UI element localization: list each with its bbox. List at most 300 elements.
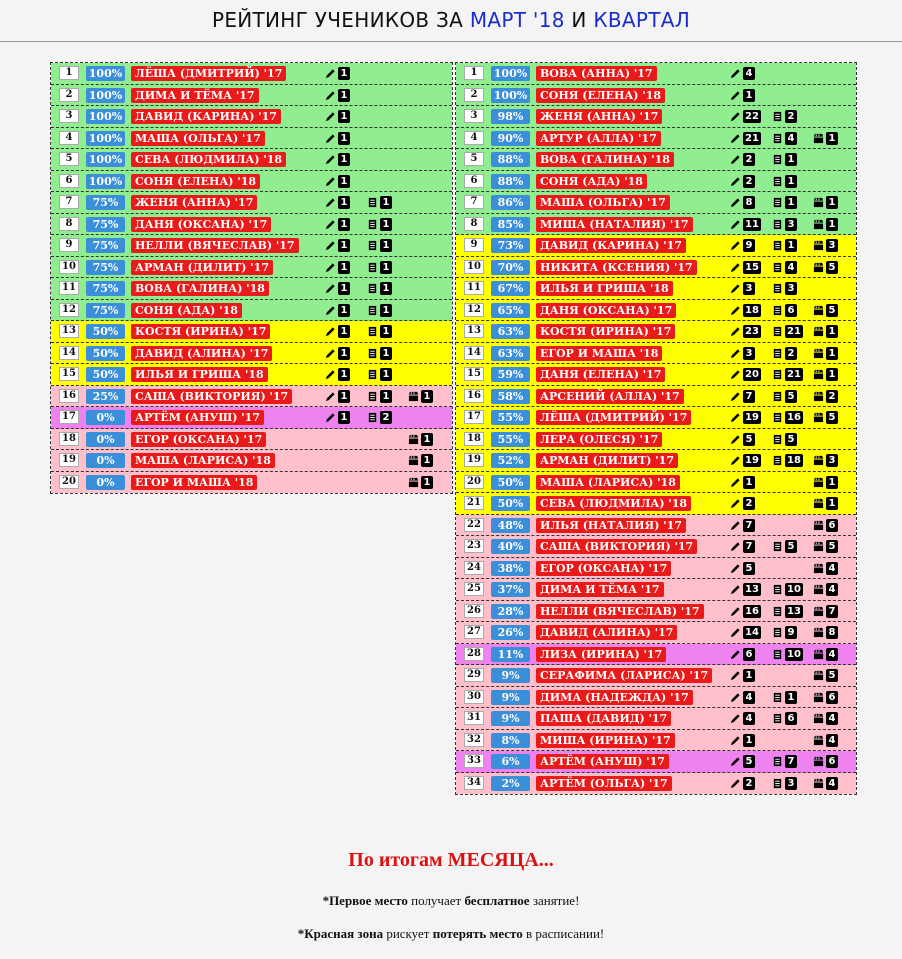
pencil-icon [325, 215, 336, 234]
pencil-count: 1 [338, 390, 350, 403]
book-icon [772, 344, 783, 363]
rank-number: 2 [59, 88, 79, 102]
rank-number: 14 [59, 346, 79, 360]
pencil-stat [325, 260, 350, 275]
book-stat [772, 109, 797, 124]
book-icon [367, 408, 378, 427]
rank-number: 11 [59, 281, 79, 295]
pencil-icon [730, 623, 741, 642]
pencil-stat [730, 518, 755, 533]
percent-badge: 63% [491, 346, 530, 361]
rank-number: 31 [464, 711, 484, 725]
clapperboard-icon [813, 258, 824, 277]
clap-stat [408, 432, 433, 447]
book-icon [772, 172, 783, 191]
table-row [456, 149, 856, 171]
book-count: 18 [787, 455, 801, 466]
table-row [456, 751, 856, 773]
book-icon [772, 301, 783, 320]
pencil-stat [730, 432, 755, 447]
pencil-stat [730, 453, 761, 468]
table-row [456, 472, 856, 494]
table-row [456, 493, 856, 515]
student-name-badge: МАША (ЛАРИСА) '18 [536, 475, 680, 490]
book-icon [772, 322, 783, 341]
pencil-count: 23 [745, 326, 759, 337]
book-stat [772, 303, 797, 318]
pencil-stat [730, 195, 755, 210]
pencil-count: 5 [743, 755, 755, 768]
clapperboard-icon [813, 451, 824, 470]
student-name-badge: ЕГОР (ОКСАНА) '17 [131, 432, 266, 447]
book-stat [772, 324, 803, 339]
clapperboard-icon [813, 322, 824, 341]
book-icon [772, 387, 783, 406]
percent-badge: 88% [491, 152, 530, 167]
pencil-stat [325, 88, 350, 103]
table-row [456, 558, 856, 580]
book-count: 21 [787, 369, 801, 380]
student-name-badge: АРТЁМ (АНУШ) '17 [536, 754, 669, 769]
percent-badge: 65% [491, 303, 530, 318]
student-name-badge: САША (ВИКТОРИЯ) '17 [536, 539, 697, 554]
clap-stat [813, 518, 838, 533]
percent-badge: 100% [491, 88, 530, 103]
book-stat [367, 217, 392, 232]
table-row [456, 343, 856, 365]
pencil-icon [730, 215, 741, 234]
table-row [456, 665, 856, 687]
table-row [456, 257, 856, 279]
pencil-stat [730, 389, 755, 404]
book-stat [367, 303, 392, 318]
pencil-count: 5 [743, 433, 755, 446]
table-row [456, 85, 856, 107]
student-name-badge: СОНЯ (АДА) '18 [536, 174, 647, 189]
pencil-icon [730, 107, 741, 126]
clap-stat [408, 475, 433, 490]
percent-badge: 100% [86, 131, 125, 146]
pencil-icon [325, 258, 336, 277]
pencil-count: 1 [338, 153, 350, 166]
book-icon [772, 645, 783, 664]
pencil-count: 1 [338, 239, 350, 252]
pencil-count: 1 [338, 110, 350, 123]
clap-count: 1 [421, 476, 433, 489]
clap-count: 5 [826, 540, 838, 553]
percent-badge: 100% [86, 66, 125, 81]
book-stat [367, 346, 392, 361]
table-row [51, 407, 452, 429]
pencil-count: 1 [338, 368, 350, 381]
table-row [51, 235, 452, 257]
student-name-badge: АРМАН (ДИЛИТ) '17 [131, 260, 273, 275]
percent-badge: 6% [491, 754, 530, 769]
clapperboard-icon [408, 451, 419, 470]
clap-count: 6 [826, 691, 838, 704]
rank-number: 3 [464, 109, 484, 123]
pencil-count: 2 [743, 777, 755, 790]
pencil-count: 20 [745, 369, 759, 380]
rank-number: 11 [464, 281, 484, 295]
percent-badge: 59% [491, 367, 530, 382]
clap-count: 7 [826, 605, 838, 618]
pencil-stat [730, 260, 761, 275]
rank-number: 5 [59, 152, 79, 166]
clap-count: 1 [826, 132, 838, 145]
pencil-icon [730, 236, 741, 255]
pencil-icon [730, 129, 741, 148]
student-name-badge: ДИМА (НАДЕЖДА) '17 [536, 690, 693, 705]
rank-number: 2 [464, 88, 484, 102]
pencil-count: 1 [338, 196, 350, 209]
clap-stat [813, 346, 838, 361]
clap-stat [813, 668, 838, 683]
percent-badge: 9% [491, 690, 530, 705]
percent-badge: 55% [491, 432, 530, 447]
table-row [51, 472, 452, 494]
student-name-badge: ИЛЬЯ (НАТАЛИЯ) '17 [536, 518, 686, 533]
clapperboard-icon [408, 430, 419, 449]
table-row [456, 515, 856, 537]
table-row [456, 321, 856, 343]
table-row [456, 429, 856, 451]
book-icon [367, 258, 378, 277]
student-name-badge: ДАВИД (АЛИНА) '17 [536, 625, 677, 640]
table-row [51, 214, 452, 236]
pencil-count: 4 [743, 691, 755, 704]
table-row [456, 579, 856, 601]
clapperboard-icon [813, 559, 824, 578]
book-stat [772, 367, 803, 382]
pencil-icon [730, 172, 741, 191]
book-icon [772, 537, 783, 556]
percent-badge: 85% [491, 217, 530, 232]
percent-badge: 0% [86, 410, 125, 425]
percent-badge: 100% [86, 109, 125, 124]
pencil-stat [730, 410, 761, 425]
clap-stat [813, 539, 838, 554]
clap-count: 1 [826, 196, 838, 209]
rank-number: 30 [464, 690, 484, 704]
table-row [51, 386, 452, 408]
percent-badge: 52% [491, 453, 530, 468]
book-icon [772, 752, 783, 771]
pencil-count: 4 [743, 712, 755, 725]
pencil-icon [730, 322, 741, 341]
rank-number: 19 [59, 453, 79, 467]
pencil-stat [325, 303, 350, 318]
percent-badge: 48% [491, 518, 530, 533]
pencil-count: 5 [743, 562, 755, 575]
quarter-rating-table [455, 62, 857, 795]
clap-count: 4 [826, 734, 838, 747]
pencil-stat [730, 561, 755, 576]
student-name-badge: ВОВА (ГАЛИНА) '18 [536, 152, 674, 167]
rank-number: 13 [464, 324, 484, 338]
pencil-stat [730, 625, 761, 640]
percent-badge: 73% [491, 238, 530, 253]
clap-count: 8 [826, 626, 838, 639]
table-row [51, 429, 452, 451]
clap-stat [813, 711, 838, 726]
clapperboard-icon [813, 473, 824, 492]
table-row [51, 149, 452, 171]
pencil-count: 13 [745, 584, 759, 595]
pencil-count: 18 [745, 304, 759, 316]
pencil-icon [730, 365, 741, 384]
book-count: 4 [785, 132, 797, 145]
student-name-badge: СЕВА (ЛЮДМИЛА) '18 [536, 496, 691, 511]
clapperboard-icon [813, 129, 824, 148]
book-icon [772, 258, 783, 277]
pencil-icon [325, 322, 336, 341]
table-row [51, 364, 452, 386]
student-name-badge: СЕРАФИМА (ЛАРИСА) '17 [536, 668, 712, 683]
student-name-badge: МАША (ОЛЬГА) '17 [131, 131, 265, 146]
clap-stat [813, 238, 838, 253]
pencil-count: 2 [743, 497, 755, 510]
book-icon [367, 387, 378, 406]
pencil-count: 14 [745, 627, 759, 638]
rank-number: 6 [464, 174, 484, 188]
book-count: 5 [785, 433, 797, 446]
pencil-count: 1 [338, 347, 350, 360]
clap-stat [813, 582, 838, 597]
clapperboard-icon [813, 731, 824, 750]
rank-number: 9 [59, 238, 79, 252]
rank-number: 3 [59, 109, 79, 123]
student-name-badge: СОНЯ (ЕЛЕНА) '18 [536, 88, 665, 103]
clapperboard-icon [813, 537, 824, 556]
percent-badge: 8% [491, 733, 530, 748]
footer-title: По итогам МЕСЯЦА... [348, 849, 554, 871]
pencil-icon [325, 64, 336, 83]
rank-number: 9 [464, 238, 484, 252]
pencil-count: 11 [745, 218, 759, 230]
book-count: 1 [380, 390, 392, 403]
book-count: 10 [787, 648, 801, 660]
rank-number: 4 [59, 131, 79, 145]
rank-number: 22 [464, 518, 484, 532]
percent-badge: 38% [491, 561, 530, 576]
rank-number: 23 [464, 539, 484, 553]
percent-badge: 25% [86, 389, 125, 404]
clap-count: 5 [826, 304, 838, 317]
percent-badge: 58% [491, 389, 530, 404]
student-name-badge: САША (ВИКТОРИЯ) '17 [131, 389, 292, 404]
clap-count: 1 [826, 218, 838, 231]
student-name-badge: ЛЕРА (ОЛЕСЯ) '17 [536, 432, 662, 447]
rank-number: 12 [464, 303, 484, 317]
book-icon [772, 150, 783, 169]
clapperboard-icon [813, 752, 824, 771]
clap-count: 1 [421, 390, 433, 403]
clapperboard-icon [813, 774, 824, 793]
percent-badge: 67% [491, 281, 530, 296]
pencil-icon [730, 537, 741, 556]
student-name-badge: ИЛЬЯ И ГРИША '18 [131, 367, 268, 382]
table-row [456, 601, 856, 623]
book-count: 2 [785, 110, 797, 123]
pencil-count: 3 [743, 282, 755, 295]
book-icon [772, 580, 783, 599]
rank-number: 17 [464, 410, 484, 424]
table-row [456, 63, 856, 85]
pencil-icon [730, 666, 741, 685]
book-count: 21 [787, 326, 801, 337]
book-stat [772, 260, 797, 275]
pencil-stat [730, 582, 761, 597]
book-stat [772, 754, 797, 769]
pencil-count: 1 [338, 132, 350, 145]
rank-number: 8 [464, 217, 484, 231]
rank-number: 10 [59, 260, 79, 274]
book-count: 2 [380, 411, 392, 424]
pencil-icon [730, 150, 741, 169]
student-name-badge: МИША (ИРИНА) '17 [536, 733, 675, 748]
percent-badge: 75% [86, 281, 125, 296]
rank-number: 34 [464, 776, 484, 790]
percent-badge: 75% [86, 217, 125, 232]
table-row [51, 106, 452, 128]
percent-badge: 0% [86, 432, 125, 447]
pencil-stat [730, 475, 755, 490]
rank-number: 13 [59, 324, 79, 338]
pencil-count: 8 [743, 196, 755, 209]
clapperboard-icon [813, 408, 824, 427]
pencil-icon [730, 752, 741, 771]
book-count: 1 [380, 282, 392, 295]
clap-count: 1 [826, 476, 838, 489]
book-count: 7 [785, 755, 797, 768]
student-name-badge: МАША (ЛАРИСА) '18 [131, 453, 275, 468]
percent-badge: 63% [491, 324, 530, 339]
clap-count: 1 [421, 454, 433, 467]
book-count: 6 [785, 712, 797, 725]
table-row [51, 128, 452, 150]
clap-stat [813, 604, 838, 619]
pencil-count: 19 [745, 412, 759, 423]
pencil-count: 4 [743, 67, 755, 80]
book-stat [772, 647, 803, 662]
rank-number: 32 [464, 733, 484, 747]
clap-count: 5 [826, 411, 838, 424]
student-name-badge: ДАНЯ (ОКСАНА) '17 [131, 217, 271, 232]
pencil-count: 1 [743, 734, 755, 747]
pencil-icon [730, 279, 741, 298]
rank-number: 26 [464, 604, 484, 618]
clap-stat [813, 625, 838, 640]
rank-number: 15 [464, 367, 484, 381]
pencil-icon [325, 365, 336, 384]
pencil-count: 16 [745, 605, 759, 617]
book-stat [367, 389, 392, 404]
clapperboard-icon [813, 344, 824, 363]
book-stat [772, 539, 797, 554]
book-icon [772, 279, 783, 298]
percent-badge: 88% [491, 174, 530, 189]
book-count: 3 [785, 282, 797, 295]
clap-count: 4 [826, 712, 838, 725]
pencil-count: 21 [745, 132, 759, 144]
rank-number: 12 [59, 303, 79, 317]
book-stat [772, 174, 797, 189]
student-name-badge: НЕЛЛИ (ВЯЧЕСЛАВ) '17 [131, 238, 299, 253]
clap-stat [813, 195, 838, 210]
pencil-icon [730, 645, 741, 664]
clap-stat [813, 475, 838, 490]
footer-note-first-place: *Первое место получает бесплатное занятие! [322, 893, 580, 908]
pencil-stat [730, 66, 755, 81]
student-name-badge: ЛЁША (ДМИТРИЙ) '17 [131, 66, 286, 81]
title-quarter-link[interactable]: КВАРТАЛ [593, 8, 691, 32]
table-row [51, 85, 452, 107]
book-stat [772, 582, 803, 597]
book-icon [367, 236, 378, 255]
pencil-stat [730, 733, 755, 748]
percent-badge: 100% [86, 152, 125, 167]
book-count: 9 [785, 626, 797, 639]
book-icon [367, 344, 378, 363]
pencil-stat [730, 776, 755, 791]
pencil-icon [730, 516, 741, 535]
pencil-icon [325, 107, 336, 126]
student-name-badge: ИЛЬЯ И ГРИША '18 [536, 281, 673, 296]
clapperboard-icon [813, 580, 824, 599]
clapperboard-icon [408, 387, 419, 406]
pencil-icon [730, 688, 741, 707]
book-stat [772, 604, 803, 619]
pencil-stat [325, 66, 350, 81]
pencil-icon [325, 129, 336, 148]
student-name-badge: ДАВИД (АЛИНА) '17 [131, 346, 272, 361]
book-count: 3 [785, 777, 797, 790]
pencil-icon [730, 86, 741, 105]
student-name-badge: ЕГОР И МАША '18 [536, 346, 662, 361]
pencil-stat [325, 152, 350, 167]
rank-number: 6 [59, 174, 79, 188]
clap-stat [813, 260, 838, 275]
pencil-count: 1 [338, 304, 350, 317]
book-icon [367, 279, 378, 298]
pencil-count: 1 [338, 411, 350, 424]
pencil-count: 1 [743, 669, 755, 682]
pencil-count: 7 [743, 390, 755, 403]
rank-number: 1 [464, 66, 484, 80]
book-icon [772, 602, 783, 621]
table-row [456, 730, 856, 752]
book-stat [772, 776, 797, 791]
book-icon [367, 193, 378, 212]
book-count: 1 [380, 368, 392, 381]
pencil-stat [325, 324, 350, 339]
clapperboard-icon [813, 516, 824, 535]
percent-badge: 75% [86, 260, 125, 275]
pencil-icon [730, 774, 741, 793]
pencil-icon [325, 279, 336, 298]
book-stat [367, 410, 392, 425]
rank-number: 8 [59, 217, 79, 231]
pencil-icon [730, 580, 741, 599]
student-name-badge: МИША (НАТАЛИЯ) '17 [536, 217, 693, 232]
clap-stat [813, 496, 838, 511]
book-stat [772, 625, 797, 640]
student-name-badge: ВОВА (АННА) '17 [536, 66, 657, 81]
book-icon [367, 301, 378, 320]
title-month-link[interactable]: МАРТ '18 [469, 8, 565, 32]
rank-number: 18 [464, 432, 484, 446]
